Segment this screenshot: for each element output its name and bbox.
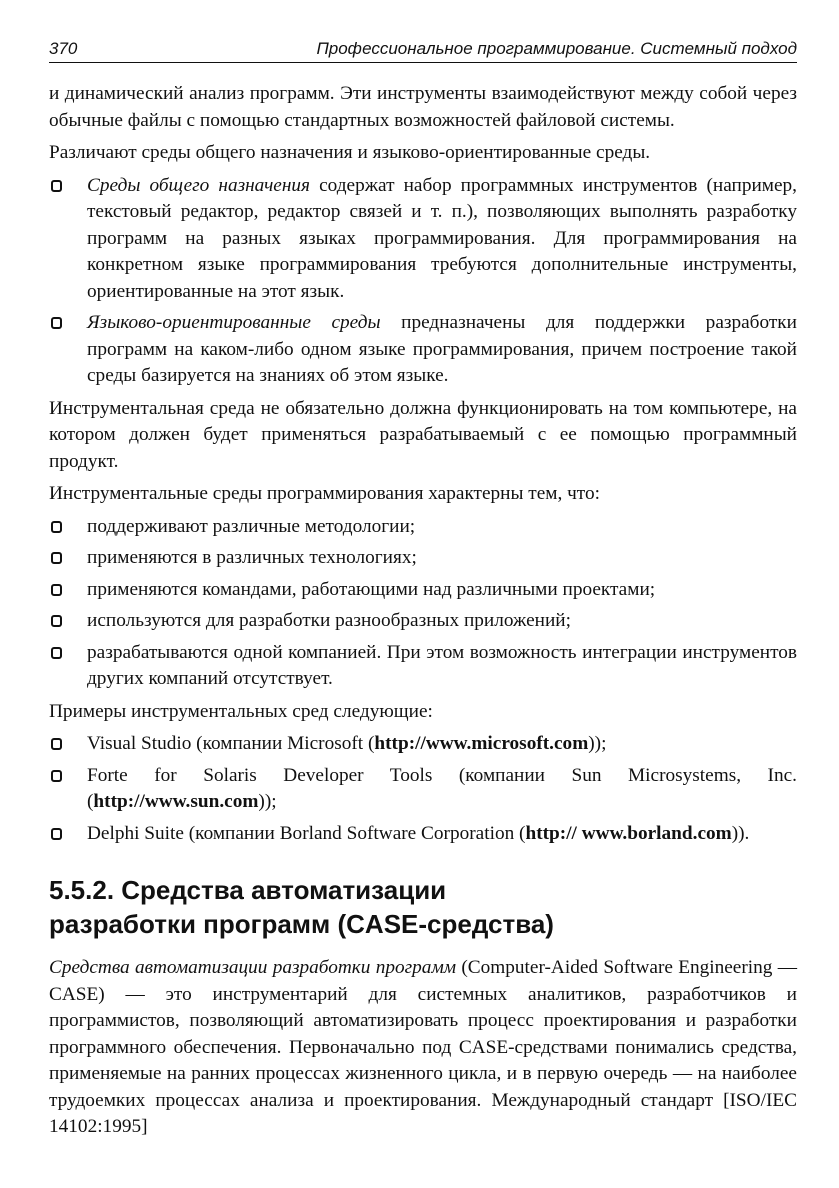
features-list	[49, 514, 797, 693]
book-page	[49, 36, 797, 1147]
list-item-text: поддерживают различные методологии;	[87, 515, 416, 537]
checkbox-bullet-icon	[51, 552, 62, 564]
list-item-text: разрабатываются одной компанией. При этом возможность интеграции инструментов других компаний отсутствует.	[87, 641, 797, 689]
list-item	[49, 763, 797, 816]
example-link: http://www.sun.com	[93, 791, 259, 812]
checkbox-bullet-icon	[51, 828, 62, 840]
checkbox-bullet-icon	[51, 180, 62, 192]
term: Средства автоматизации разработки программ	[49, 957, 457, 978]
example-link: http:// www.borland.com	[525, 822, 732, 844]
list-item	[49, 821, 797, 848]
list-item	[49, 608, 797, 635]
section-heading-line1: 5.5.2. Средства автоматизации	[49, 875, 447, 905]
section-heading-line2: разработки программ (CASE-средства)	[49, 909, 554, 939]
page-body	[49, 81, 797, 1141]
list-item	[49, 514, 797, 541]
term: Языково-ориентированные среды	[87, 312, 381, 333]
section-text: (Computer-Aided Software Engineering — CASE) — это инструментарий для системных аналитиков, разработчиков и программистов, позволяющий автоматизировать процесс проектирования и разработки программного обеспечения. Первоначально под CASE-средствами понимались средства, применяемые на ранних процессах жизненного цикла, и в первую очередь — на наиболее трудоемких процессах анализа и проектирования. Международный стандарт [ISO/IEC 14102:1995]	[49, 957, 797, 1137]
example-text: Visual Studio (компании Microsoft (	[87, 733, 375, 754]
checkbox-bullet-icon	[51, 738, 62, 750]
term: Среды общего назначения	[87, 174, 310, 196]
checkbox-bullet-icon	[51, 647, 62, 659]
example-link: http://www.microsoft.com	[374, 733, 589, 754]
list-item	[49, 731, 797, 758]
example-text: Delphi Suite (компании Borland Software Corporation (	[87, 822, 526, 844]
list-item	[49, 173, 797, 306]
checkbox-bullet-icon	[51, 521, 62, 533]
computer-paragraph: Инструментальная среда не обязательно должна функционировать на том компьютере, на котором должен будет применяться разрабатываемый с ее помощью программный продукт.	[49, 397, 797, 472]
list-item	[49, 577, 797, 604]
example-text-end: ));	[258, 791, 277, 812]
list-item	[49, 310, 797, 390]
env-types-intro: Различают среды общего назначения и языково-ориентированные среды.	[49, 142, 651, 163]
env-types-list	[49, 173, 797, 390]
checkbox-bullet-icon	[51, 615, 62, 627]
list-item-text: содержат набор программных инструментов (например, текстовый редактор, редактор связей и т. п.), позволяющих выполнять разработку программ на разных языках программирования. Для программирования на конкретном языке программирования требуются дополнительные инструменты, ориентированные на этот язык.	[87, 174, 797, 302]
list-item	[49, 545, 797, 572]
list-item-text: применяются командами, работающими над различными проектами;	[87, 578, 656, 600]
features-intro: Инструментальные среды программирования характерны тем, что:	[49, 483, 600, 504]
list-item-text: используются для разработки разнообразных приложений;	[87, 610, 571, 631]
list-item-text: применяются в различных технологиях;	[87, 547, 417, 568]
intro-paragraph: и динамический анализ программ. Эти инструменты взаимодействуют между собой через обычные файлы с помощью стандартных возможностей файловой системы.	[49, 83, 797, 131]
section-paragraph	[49, 955, 797, 1141]
checkbox-bullet-icon	[51, 317, 62, 329]
example-text: Forte for Solaris Developer Tools (компании Sun Microsystems, Inc. (	[87, 764, 797, 812]
example-text-end: )).	[731, 822, 750, 844]
example-text-end: ));	[588, 733, 607, 754]
page-number: 370	[49, 39, 78, 58]
running-header	[49, 36, 797, 63]
list-item-text: предназначены для поддержки разработки программ на каком-либо одном языке программирования, причем построение такой среды базируется на знаниях об этом языке.	[87, 312, 797, 386]
checkbox-bullet-icon	[51, 584, 62, 596]
examples-intro: Примеры инструментальных сред следующие:	[49, 700, 433, 722]
examples-list	[49, 731, 797, 847]
book-title: Профессиональное программирование. Системный подход	[316, 39, 797, 58]
checkbox-bullet-icon	[51, 770, 62, 782]
section-heading	[49, 873, 797, 941]
list-item	[49, 640, 797, 693]
